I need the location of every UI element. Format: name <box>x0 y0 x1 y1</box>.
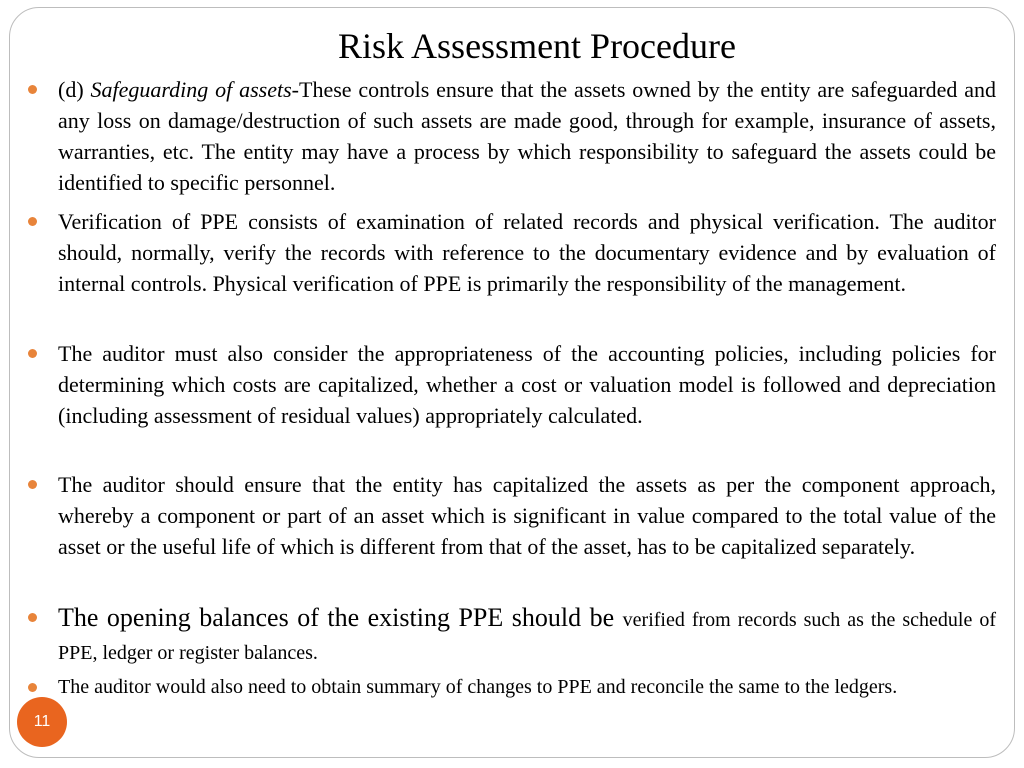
bullet-1-text: These controls ensure that the assets owned by the entity are safeguarded and any loss on damage/destruction of such assets are made good, through for example, insurance of assets, warranties, etc. The entity may have a process by which responsibility to safeguard the assets could be identified to specific personnel. <box>58 77 997 195</box>
bullet-4 <box>58 469 996 562</box>
bullet-marker-icon <box>28 683 37 692</box>
bullet-6 <box>58 672 996 703</box>
slide-title: Risk Assessment Procedure <box>338 26 736 66</box>
bullet-marker-icon <box>28 85 37 94</box>
bullet-2-text: Verification of PPE consists of examination of related records and physical verification. The auditor should, normally, verify the records with reference to the documentary evidence and by evaluation of internal controls. Physical verification of PPE is primarily the responsibility of the management. <box>58 209 996 296</box>
bullet-5 <box>58 602 996 669</box>
bullet-6-text: The auditor would also need to obtain summary of changes to PPE and reconcile the same to the ledgers. <box>58 676 898 698</box>
bullet-1-prefix: (d) <box>58 77 91 102</box>
bullet-marker-icon <box>28 217 37 226</box>
bullet-marker-icon <box>28 349 37 358</box>
bullet-marker-icon <box>28 480 37 489</box>
bullet-3 <box>58 338 996 431</box>
bullet-5-text: verified from records such as the schedule of PPE, ledger or register balances. <box>58 609 997 664</box>
bullet-5-lead: The opening balances of the existing PPE should be <box>58 603 623 632</box>
bullet-1 <box>58 74 996 198</box>
bullet-1-italic: Safeguarding of assets- <box>90 77 300 102</box>
bullet-4-text: The auditor should ensure that the entity has capitalized the assets as per the component approach, whereby a component or part of an asset which is significant in value compared to the total value of the asset or the useful life of which is different from that of the asset, has to be capitalized separately. <box>58 472 996 559</box>
page-number-badge: 11 <box>17 697 67 747</box>
bullet-marker-icon <box>28 613 37 622</box>
bullet-3-text: The auditor must also consider the appropriateness of the accounting policies, including policies for determining which costs are capitalized, whether a cost or valuation model is followed and depreciation (including assessment of residual values) appropriately calculated. <box>58 341 996 428</box>
bullet-2 <box>58 206 996 299</box>
